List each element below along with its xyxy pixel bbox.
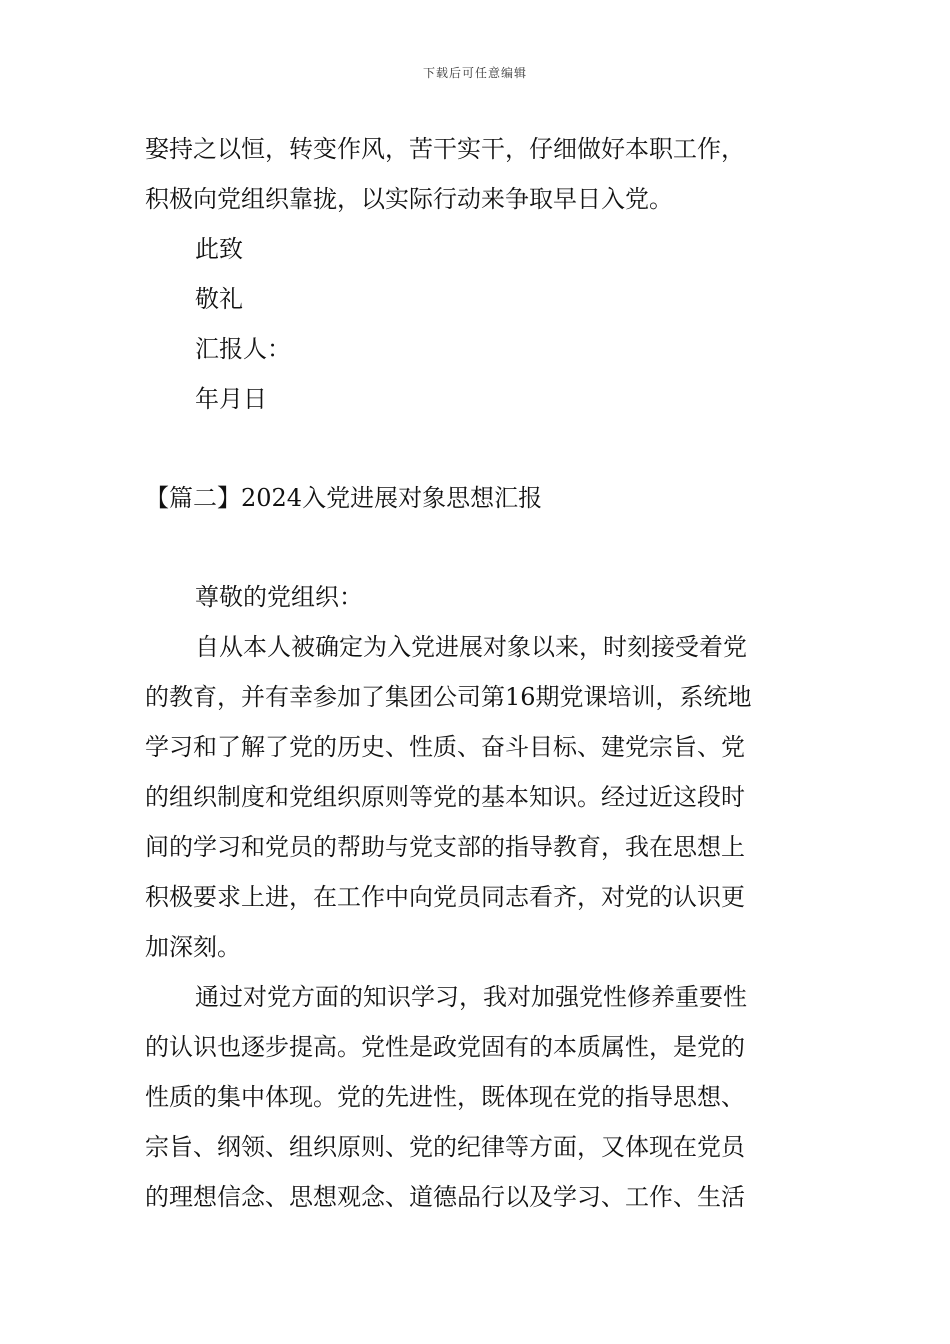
text-line: 宗旨、纲领、组织原则、党的纪律等方面，又体现在党员 <box>145 1133 745 1161</box>
text-line: 的认识也逐步提高。党性是政党固有的本质属性，是党的 <box>145 1033 745 1061</box>
paragraph-two <box>145 972 807 1222</box>
salutation: 尊敬的党组织： <box>195 583 363 611</box>
text-line: 积极要求上进，在工作中向党员同志看齐，对党的认识更 <box>145 883 745 911</box>
closing-jing-li: 敬礼 <box>195 285 243 313</box>
text-line: 的理想信念、思想观念、道德品行以及学习、工作、生活 <box>145 1183 745 1211</box>
text-line: 娶持之以恒，转变作风，苦干实干，仔细做好本职工作， <box>145 135 745 163</box>
section-two-title: 【篇二】2024入党进展对象思想汇报 <box>145 484 543 512</box>
page-header-note: 下载后可任意编辑 <box>422 66 527 80</box>
continuation-paragraph <box>145 124 807 224</box>
text-line: 自从本人被确定为入党进展对象以来，时刻接受着党 <box>195 633 747 661</box>
closing-ci-zhi: 此致 <box>195 235 243 263</box>
text-line: 加深刻。 <box>145 933 241 961</box>
text-line: 通过对党方面的知识学习，我对加强党性修养重要性 <box>195 983 747 1011</box>
paragraph-one <box>145 622 807 972</box>
text-line: 间的学习和党员的帮助与党支部的指导教育，我在思想上 <box>145 833 745 861</box>
text-line: 性质的集中体现。党的先进性，既体现在党的指导思想、 <box>145 1083 745 1111</box>
closing-reporter: 汇报人： <box>195 335 291 363</box>
document-body <box>145 124 807 1222</box>
text-line: 积极向党组织靠拢，以实际行动来争取早日入党。 <box>145 185 673 213</box>
closing-date: 年月日 <box>195 385 267 413</box>
text-line: 的组织制度和党组织原则等党的基本知识。经过近这段时 <box>145 783 745 811</box>
text-line: 学习和了解了党的历史、性质、奋斗目标、建党宗旨、党 <box>145 733 745 761</box>
text-line: 的教育，并有幸参加了集团公司第16期党课培训，系统地 <box>145 683 752 711</box>
